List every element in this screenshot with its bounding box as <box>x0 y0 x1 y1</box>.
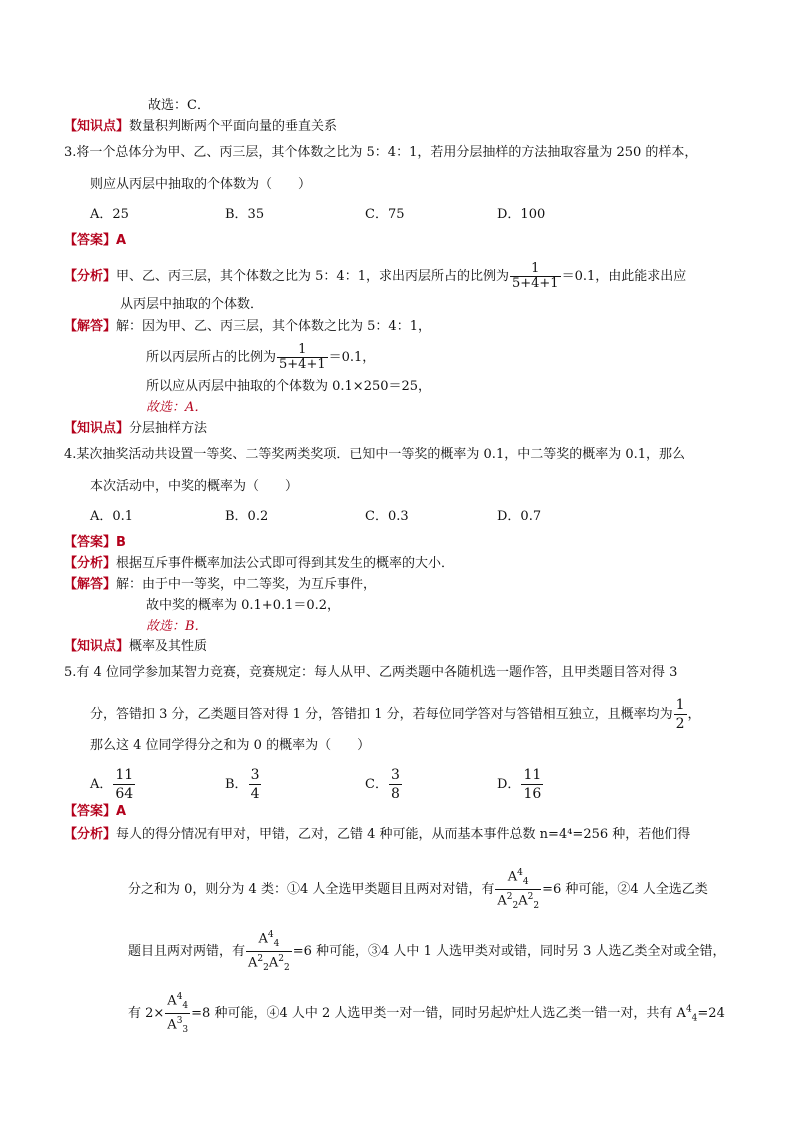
q4-knowledge-point: 【知识点】概率及其性质 <box>64 639 208 654</box>
q5-option-c[interactable]: C． $\frac{3}{8}$ <box>365 767 400 802</box>
q5-analysis-line1: 【分析】每人的得分情况有甲对，甲错，乙对，乙错 4 种可能，从而基本事件总数 n=4⁴=256 种，若他们得 <box>64 827 691 842</box>
q3-option-a[interactable]: A．25 <box>90 207 129 222</box>
q3-solution-line3: 所以应从丙层中抽取的个体数为 0.1×250＝25， <box>146 379 432 394</box>
knowledge-point-prev: 【知识点】数量积判断两个平面向量的垂直关系 <box>64 119 338 134</box>
q5-perm-fraction-1: $\frac{A^4_4}{A^2_2A^2_2}$ <box>497 868 540 911</box>
q5-option-a[interactable]: A． $\frac{11}{64}$ <box>90 767 134 802</box>
q3-knowledge-point: 【知识点】分层抽样方法 <box>64 421 208 436</box>
q5-option-d[interactable]: D． $\frac{11}{16}$ <box>497 767 542 802</box>
chosen-line-prev: 故选：C． <box>148 98 210 113</box>
q5-analysis-line2: 分之和为 0，则分为 4 类：①4 人全选甲类题目且两对对错，有 $\frac{A^4_4}{A^2_2A^2_2}$ =6 种可能，②4 人全选乙类 <box>128 868 708 911</box>
q3-option-c[interactable]: C．75 <box>365 207 405 222</box>
q4-solution-line3: 故选：B． <box>146 619 208 634</box>
q5-perm-fraction-3: $\frac{A^4_4}{A^3_3}$ <box>167 992 189 1035</box>
q5-analysis-line4: 有 2× $\frac{A^4_4}{A^3_3}$ =8 种可能，④4 人中 2 人选甲类一对一错，同时另起炉灶人选乙类一错一对，共有 $A^4_4=24$ <box>128 992 725 1035</box>
q4-option-b[interactable]: B．0.2 <box>225 509 269 524</box>
q5-half-fraction: $\frac{1}{2}$ <box>675 697 685 732</box>
q4-option-a[interactable]: A．0.1 <box>90 509 134 524</box>
q5-stem-line3: 那么这 4 位同学得分之和为 0 的概率为（ ） <box>90 738 371 753</box>
q4-option-d[interactable]: D．0.7 <box>497 509 542 524</box>
kp-tag: 【知识点】 <box>64 119 130 134</box>
q3-option-b[interactable]: B．35 <box>225 207 265 222</box>
q5-answer: 【答案】A <box>64 804 127 819</box>
q5-stem-line1: 5.有 4 位同学参加某智力竞赛，竞赛规定：每人从甲、乙两类题中各随机选一题作答，且甲类题目答对得 3 <box>64 665 678 680</box>
q3-solution-line1: 【解答】解：因为甲、乙、丙三层，其个体数之比为 5：4：1， <box>64 319 431 334</box>
q4-option-c[interactable]: C．0.3 <box>365 509 409 524</box>
q3-solution-line2: 所以丙层所占的比例为 $\frac{1}{5+4+1}$ ＝0.1， <box>146 342 376 372</box>
q3-analysis-line2: 从丙层中抽取的个体数． <box>120 297 264 312</box>
q4-solution-line1: 【解答】解：由于中一等奖，中二等奖，为互斥事件， <box>64 577 377 592</box>
q3-solution-line4: 故选：A． <box>146 400 208 415</box>
q3-option-d[interactable]: D．100 <box>497 207 546 222</box>
q5-perm-fraction-2: $\frac{A^4_4}{A^2_2A^2_2}$ <box>248 930 290 973</box>
q4-solution-line2: 故中奖的概率为 0.1+0.1＝0.2， <box>146 598 341 613</box>
q4-stem-line1: 4.某次抽奖活动共设置一等奖、二等奖两类奖项．已知中一等奖的概率为 0.1，中二等奖的概率为 0.1，那么 <box>64 447 686 462</box>
q3-analysis-fraction: $\frac{1}{5+4+1}$ <box>511 261 559 291</box>
q5-option-b[interactable]: B． $\frac{3}{4}$ <box>225 767 260 802</box>
q3-analysis: 【分析】甲、乙、丙三层，其个体数之比为 5：4：1，求出丙层所占的比例为 $\frac{1}{5+4+1}$ ＝0.1，由此能求出应 <box>64 261 687 291</box>
q3-stem-line1: 3.将一个总体分为甲、乙、丙三层，其个体数之比为 5：4：1，若用分层抽样的方法抽取容量为 250 的样本， <box>64 145 698 160</box>
q4-analysis: 【分析】根据互斥事件概率加法公式即可得到其发生的概率的大小． <box>64 556 455 571</box>
q3-stem-line2: 则应从丙层中抽取的个体数为（ ） <box>90 177 312 192</box>
q3-solution-fraction: $\frac{1}{5+4+1}$ <box>279 342 326 372</box>
q4-stem-line2: 本次活动中，中奖的概率为（ ） <box>90 479 299 494</box>
q5-analysis-line3: 题目且两对两错，有 $\frac{A^4_4}{A^2_2A^2_2}$ =6 种可能，③4 人中 1 人选甲类对或错，同时另 3 人选乙类全对或全错， <box>128 930 726 973</box>
q5-stem-line2: 分，答错扣 3 分，乙类题目答对得 1 分，答错扣 1 分，若每位同学答对与答错相互独立，且概率均为 $\frac{1}{2}$ ， <box>90 697 701 732</box>
q3-answer: 【答案】A <box>64 233 127 248</box>
q4-answer: 【答案】B <box>64 535 126 550</box>
